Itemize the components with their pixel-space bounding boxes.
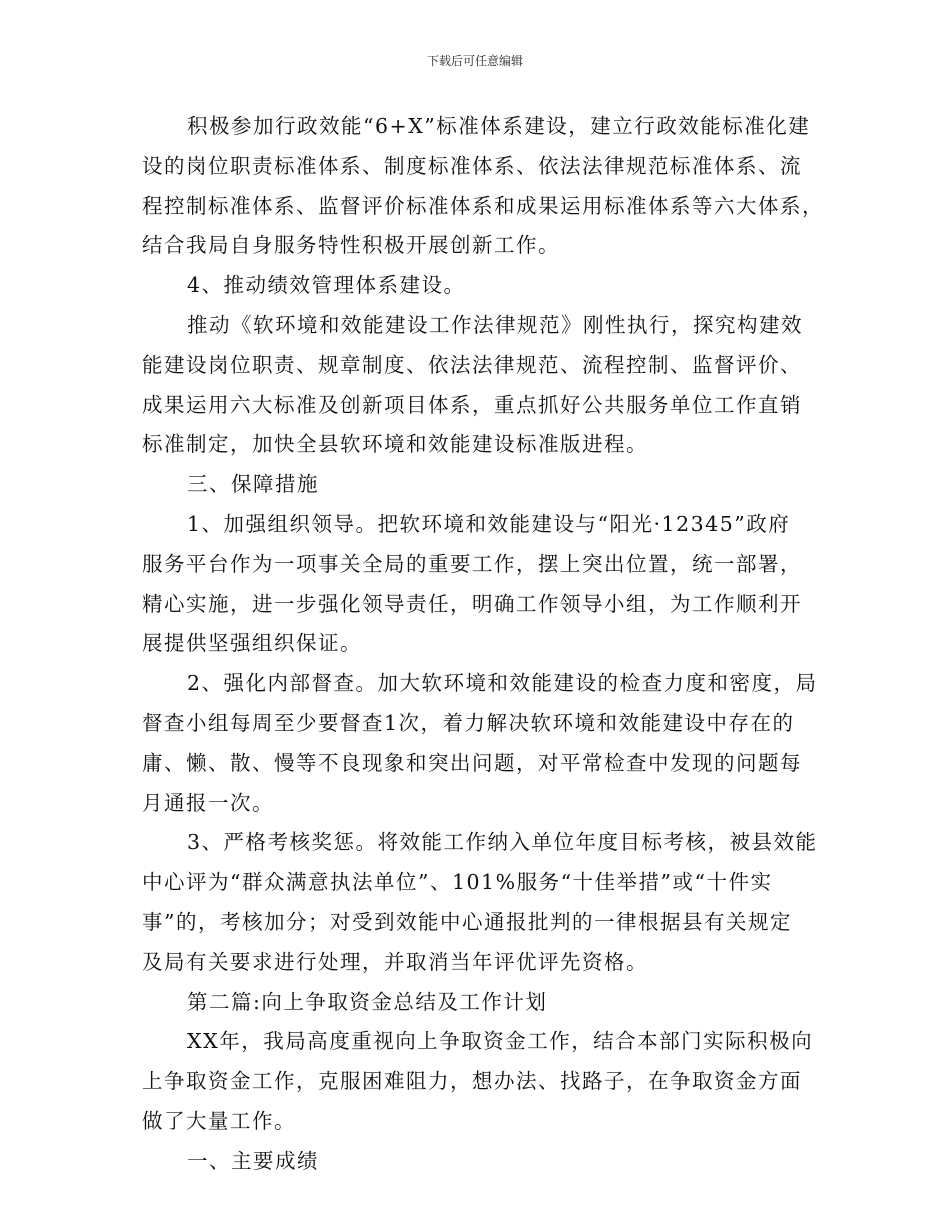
text-line: 上争取资金工作，克服困难阻力，想办法、找路子，在争取资金方面 <box>142 1069 802 1094</box>
section-heading: 4、推动绩效管理体系建设。 <box>187 273 466 298</box>
text-line: 程控制标准体系、监督评价标准体系和成果运用标准体系等六大体系， <box>142 193 824 218</box>
text-line: 成果运用六大标准及创新项目体系，重点抓好公共服务单位工作直销 <box>142 392 802 417</box>
text-line: 能建设岗位职责、规章制度、依法法律规范、流程控制、监督评价、 <box>142 352 802 377</box>
text-line: 精心实施，进一步强化领导责任，明确工作领导小组，为工作顺利开 <box>142 591 802 616</box>
text-line: 展提供坚强组织保证。 <box>142 631 362 656</box>
text-line: 及局有关要求进行处理，并取消当年评优评先资格。 <box>142 949 648 974</box>
text-line: 设的岗位职责标准体系、制度标准体系、依法法律规范标准体系、流 <box>142 153 802 178</box>
text-line: 标准制定，加快全县软环境和效能建设标准版进程。 <box>142 432 648 457</box>
text-line: 推动《软环境和效能建设工作法律规范》刚性执行，探究构建效 <box>187 312 803 337</box>
text-line: 事”的，考核加分；对受到效能中心通报批判的一律根据县有关规定 <box>142 909 792 934</box>
text-line: 做了大量工作。 <box>142 1108 296 1133</box>
text-line: 结合我局自身服务特性积极开展创新工作。 <box>142 233 560 258</box>
text-line: 1、加强组织领导。把软环境和效能建设与“阳光·12345”政府 <box>187 511 791 536</box>
chapter-heading: 第二篇:向上争取资金总结及工作计划 <box>187 989 548 1014</box>
text-line: 月通报一次。 <box>142 790 274 815</box>
document-body <box>142 107 824 1182</box>
text-line: 服务平台作为一项事关全局的重要工作，摆上突出位置，统一部署， <box>142 551 802 576</box>
page-header: 下载后可任意编辑 <box>426 54 523 68</box>
text-line: 庸、懒、散、慢等不良现象和突出问题，对平常检查中发现的问题每 <box>142 750 802 775</box>
text-line: 2、强化内部督查。加大软环境和效能建设的检查力度和密度，局 <box>187 671 818 696</box>
text-line: XX年，我局高度重视向上争取资金工作，结合本部门实际积极向 <box>187 1029 814 1054</box>
text-line: 3、严格考核奖惩。将效能工作纳入单位年度目标考核，被县效能 <box>187 830 818 855</box>
text-line: 积极参加行政效能“6+X”标准体系建设，建立行政效能标准化建 <box>187 114 811 138</box>
text-line: 中心评为“群众满意执法单位”、101%服务“十佳举措”或“十件实 <box>142 870 773 895</box>
section-heading: 一、主要成绩 <box>187 1148 319 1173</box>
text-line: 督查小组每周至少要督查1次，着力解决软环境和效能建设中存在的 <box>142 710 795 735</box>
section-heading: 三、保障措施 <box>187 472 319 497</box>
